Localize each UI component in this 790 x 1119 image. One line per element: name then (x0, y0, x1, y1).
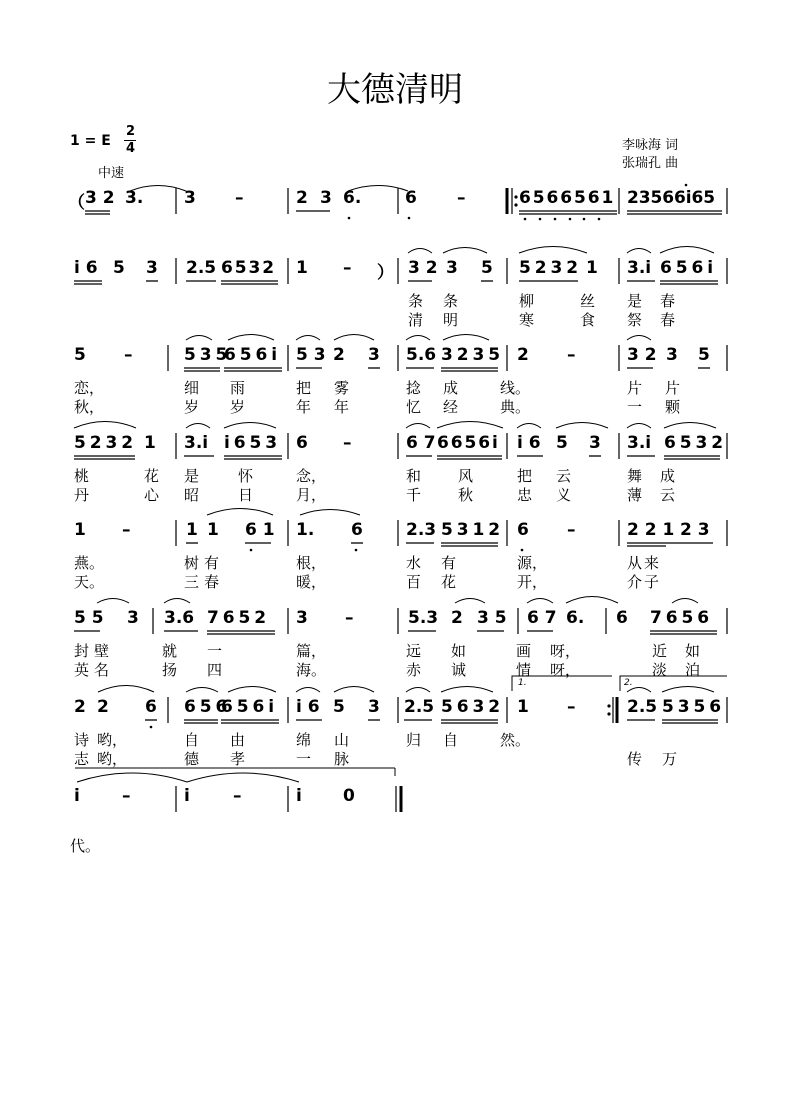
time-sig-bottom: 4 (126, 141, 136, 156)
lyric: 是 (184, 467, 200, 485)
lyric: 云 (556, 467, 572, 485)
lyric: 秋， (74, 398, 105, 416)
lyric: 三 (184, 573, 200, 591)
note: 0 (343, 786, 355, 806)
note: 5 (113, 258, 125, 278)
lyric: 暖， (296, 573, 327, 591)
note: 6 1 (245, 520, 275, 540)
lyric: 祭 (627, 311, 643, 329)
note: 5 6 3 2 (441, 697, 500, 717)
note: 5.6 (406, 345, 437, 365)
lyric: 细 (184, 379, 200, 397)
note: 6 5 6 i (660, 258, 713, 278)
lyric: 扬 (162, 661, 178, 679)
lyric: 条 (408, 292, 424, 310)
note: – (567, 345, 576, 365)
lyric: 岁 (184, 398, 200, 416)
lyric: 成 (443, 379, 459, 397)
note: i (184, 786, 190, 806)
note: – (122, 520, 131, 540)
lyric: 春 (204, 573, 220, 591)
note: 1 (517, 697, 529, 717)
lyric: 泊 (685, 661, 701, 679)
note: 3 5 (477, 608, 507, 628)
lyric: 千 (406, 486, 422, 504)
lyric: 典。 (500, 398, 531, 416)
lyric: 赤 (406, 661, 422, 679)
lyric: 根， (296, 554, 327, 572)
note: – (233, 786, 242, 806)
lyric: 就 (162, 642, 178, 660)
note: 3 (296, 608, 308, 628)
lyric: 远 (406, 642, 422, 660)
lyric: 然。 (500, 731, 531, 749)
lyric: 岁 (230, 398, 246, 416)
lyric: 诚 (451, 661, 467, 679)
lyric: 天。 (74, 573, 105, 591)
note: 6 (351, 520, 363, 540)
note: 2 (333, 345, 345, 365)
time-sig-top: 2 (126, 124, 136, 139)
lyric: 成 (660, 467, 676, 485)
note: 2.5 (186, 258, 217, 278)
lyric: 如 (685, 642, 701, 660)
lyric: 丝 (580, 292, 596, 310)
lyric: 归 (406, 731, 422, 749)
lyric: 山 (334, 731, 350, 749)
lyric: 和 (406, 467, 422, 485)
note: 6 (616, 608, 628, 628)
lyric: 绵 (296, 731, 312, 749)
lyric: 哟， (97, 731, 128, 749)
note: 2 3 5 6 6 i 6 5 (627, 188, 713, 208)
lyric: 舞 (627, 467, 643, 485)
note: 7 6 5 2 (207, 608, 266, 628)
note: 6 (296, 433, 308, 453)
lyric: 寒 (519, 311, 535, 329)
note: i 6 (74, 258, 98, 278)
lyric: 诗 (74, 731, 90, 749)
note: – (235, 188, 244, 208)
lyric: 一 (207, 642, 223, 660)
lyric: 德 (184, 750, 200, 768)
lyric: 篇， (296, 642, 327, 660)
note: 3 (127, 608, 139, 628)
note: ） (377, 263, 394, 283)
lyric: 淡 (652, 661, 668, 679)
lyric: 念， (296, 467, 327, 485)
volta-2: 2. (624, 678, 633, 688)
note: – (345, 608, 354, 628)
lyric: 介 (627, 573, 643, 591)
note: 6 5 6 i (224, 345, 277, 365)
lyric: 脉 (334, 750, 350, 768)
lyric: 心 (144, 486, 160, 504)
note: 5.3 (408, 608, 439, 628)
lyric: 月， (296, 486, 327, 504)
composer-credit: 张瑞孔 曲 (622, 156, 679, 171)
note: 1 (144, 433, 156, 453)
lyric: 是 (627, 292, 643, 310)
lyric: 片 (665, 379, 681, 397)
note: 1 (207, 520, 219, 540)
note: 6 (405, 188, 417, 208)
note: i 6 (296, 697, 320, 717)
note: 6 6 5 6 i (437, 433, 496, 453)
note: 3.6 (164, 608, 195, 628)
lyric: 花 (144, 467, 160, 485)
note: 5 (556, 433, 568, 453)
lyric: 近 (652, 642, 668, 660)
note: i 6 (517, 433, 541, 453)
lyric: 来 (644, 554, 660, 572)
lyric: 孝 (230, 750, 246, 768)
lyric: 雾 (334, 379, 350, 397)
lyric: 自 (443, 731, 459, 749)
note: 6 7 (527, 608, 557, 628)
lyric: 封 (74, 642, 90, 660)
lyric: 条 (443, 292, 459, 310)
lyric: 片 (627, 379, 643, 397)
note: 2 (517, 345, 529, 365)
lyric: 子 (644, 573, 660, 591)
lyric: 线。 (500, 379, 531, 397)
lyric: 云 (660, 486, 676, 504)
note: – (343, 433, 352, 453)
lyric: 四 (207, 661, 223, 679)
note: 5 (333, 697, 345, 717)
lyric: 食 (580, 311, 596, 329)
note: 3 (589, 433, 601, 453)
lyric: 如 (451, 642, 467, 660)
lyric: 燕。 (74, 554, 105, 572)
note: 5 (74, 345, 86, 365)
note: 2.5 (627, 697, 658, 717)
note: i 6 5 3 (224, 433, 277, 453)
lyric: 呀， (550, 661, 581, 679)
note: 5 (481, 258, 493, 278)
note: 2 3 (680, 520, 710, 540)
note: – (343, 258, 352, 278)
note: 3 (446, 258, 458, 278)
lyric: 传 (627, 750, 643, 768)
lyric: 情 (516, 661, 532, 679)
note: i (296, 786, 302, 806)
lyric: 明 (443, 311, 459, 329)
note: 3.i (627, 433, 652, 453)
note: 5 3 5 6 (662, 697, 721, 717)
lyric: 年 (334, 398, 350, 416)
note: 2 2 1 (627, 520, 675, 540)
note: 3 (368, 697, 380, 717)
lyric: 呀， (550, 642, 581, 660)
note: 3. (125, 188, 144, 208)
lyric: 颗 (665, 398, 681, 416)
note: 3 2 (408, 258, 438, 278)
lyric: 春 (660, 311, 676, 329)
note: 5 3 1 2 (441, 520, 500, 540)
lyric: 树 (184, 554, 200, 572)
note: 2 (451, 608, 463, 628)
note: 3 2 (85, 188, 115, 208)
note: – (457, 188, 466, 208)
lyric: 怀 (238, 467, 254, 485)
lyric: 有 (204, 554, 220, 572)
lyric: 开， (517, 573, 548, 591)
lyric: 万 (662, 750, 678, 768)
coda-lyric: 代。 (70, 837, 101, 855)
lyric: 一 (296, 750, 312, 768)
lyric: 海。 (296, 661, 327, 679)
lyric: 把 (517, 467, 533, 485)
lyric: 秋 (458, 486, 474, 504)
note: – (122, 786, 131, 806)
lyric: 清 (408, 311, 424, 329)
lyric: 忠 (517, 486, 533, 504)
note: 2 (97, 697, 109, 717)
lyricist-credit: 李咏海 词 (622, 138, 679, 153)
note: 3 (368, 345, 380, 365)
note: 2.5 (404, 697, 435, 717)
note: 3 (184, 188, 196, 208)
note: 6. (566, 608, 585, 628)
note: 1 (586, 258, 598, 278)
note: 6 5 6 6 5 6 1 (519, 188, 612, 208)
lyric: 丹 (74, 486, 90, 504)
lyric: 薄 (627, 486, 643, 504)
lyric: 一 (627, 398, 643, 416)
note: – (567, 520, 576, 540)
note: 6 7 (406, 433, 436, 453)
note: 2 (296, 188, 308, 208)
lyric: 义 (556, 486, 572, 504)
lyric: 由 (230, 731, 246, 749)
note: 1 (74, 520, 86, 540)
volta-1: 1. (518, 678, 527, 688)
lyric: 经 (443, 398, 459, 416)
lyric: 日 (238, 486, 254, 504)
lyric: 把 (296, 379, 312, 397)
lyric: 昭 (184, 486, 200, 504)
note: 5 3 (296, 345, 326, 365)
note: 3.i (184, 433, 209, 453)
note: 2 (74, 697, 86, 717)
note: 6 5 6 i (221, 697, 274, 717)
note: 6. (343, 188, 362, 208)
note: 3 2 (627, 345, 657, 365)
lyric: 名 (94, 661, 110, 679)
lyric: 花 (441, 573, 457, 591)
note: 3.i (627, 258, 652, 278)
lyric: 恋， (74, 379, 105, 397)
note: 5 5 (74, 608, 104, 628)
note: 3 2 3 5 (441, 345, 500, 365)
note: 1. (296, 520, 315, 540)
lyric: 雨 (230, 379, 246, 397)
lyric: 壁 (94, 642, 110, 660)
note: – (567, 697, 576, 717)
lyric: 桃 (74, 467, 90, 485)
note: 2.3 (406, 520, 437, 540)
note: 6 5 6 (184, 697, 227, 717)
note: 1 (186, 520, 198, 540)
note: 5 2 3 2 (74, 433, 133, 453)
lyric: 有 (441, 554, 457, 572)
note: i (74, 786, 80, 806)
lyric: 英 (74, 661, 90, 679)
note: – (124, 345, 133, 365)
page-title: 大德清明 (327, 70, 463, 110)
note: 5 3 5 (184, 345, 227, 365)
lyric: 年 (296, 398, 312, 416)
note: 5 (698, 345, 710, 365)
note: 7 6 5 6 (650, 608, 709, 628)
lyric: 志 (74, 750, 90, 768)
key-signature: 1 = E (70, 133, 111, 149)
note: 6 (517, 520, 529, 540)
note: 3 (320, 188, 332, 208)
lyric: 风 (458, 467, 474, 485)
note: 6 5 3 2 (221, 258, 273, 278)
tempo-marking: 中速 (98, 166, 125, 181)
lyric: 水 (406, 554, 422, 572)
note: 3 (666, 345, 678, 365)
system-graphics (0, 786, 790, 836)
lyric: 源， (517, 554, 548, 572)
note: （ (68, 193, 85, 213)
note: 1 (296, 258, 308, 278)
note: 3 (146, 258, 158, 278)
lyric: 捻 (406, 379, 422, 397)
lyric: 柳 (519, 292, 535, 310)
note: 5 2 3 2 (519, 258, 578, 278)
lyric: 从 (627, 554, 643, 572)
lyric: 百 (406, 573, 422, 591)
note: 6 5 3 2 (664, 433, 723, 453)
lyric: 春 (660, 292, 676, 310)
lyric: 画 (516, 642, 532, 660)
lyric: 自 (184, 731, 200, 749)
note: 6 (145, 697, 157, 717)
system-graphics (0, 188, 790, 238)
lyric: 忆 (406, 398, 422, 416)
lyric: 哟， (97, 750, 128, 768)
